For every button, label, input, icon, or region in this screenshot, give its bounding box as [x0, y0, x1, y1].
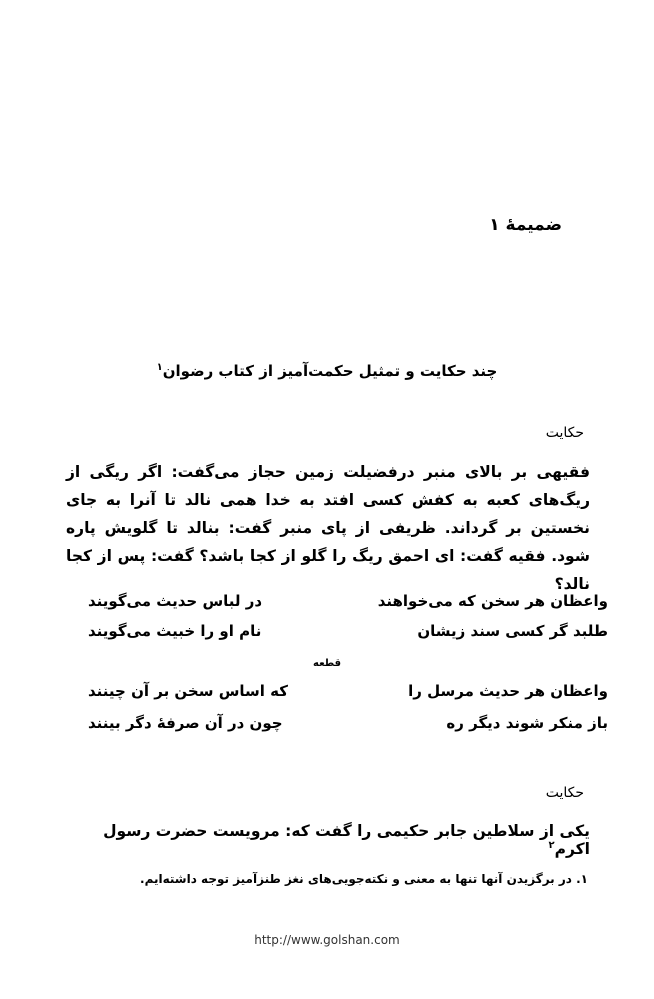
qita-verse-2-second-hemistich: چون در آن صرفهٔ دگر بینند: [88, 714, 283, 732]
qita-label: قطعه: [313, 658, 341, 669]
verse-1-second-hemistich: در لباس حدیث می‌گویند: [88, 592, 263, 610]
section-title-text: چند حکایت و تمثیل حکمت‌آمیز از کتاب رضوان: [162, 362, 498, 380]
qita-verse-2-first-hemistich: باز منکر شوند دیگر ره: [446, 714, 608, 732]
verse-2: [88, 622, 608, 652]
story1-heading: حکایت: [545, 425, 584, 441]
story2-text: [66, 822, 590, 858]
source-url: http://www.golshan.com: [254, 933, 400, 947]
story2-heading: حکایت: [545, 785, 584, 801]
footnote-ref-1: ۱: [156, 362, 163, 373]
footnote: ۱. در برگزیدن آنها تنها به معنی و نکته‌جویی‌های نغز طنزآمیز توجه داشته‌ایم.: [140, 872, 588, 886]
qita-verse-1-second-hemistich: که اساس سخن بر آن چینند: [88, 682, 288, 700]
verse-1-first-hemistich: واعظان هر سخن که می‌خواهند: [377, 592, 608, 610]
story1-text: فقیهی بر بالای منبر درفضیلت زمین حجاز می‌گفت: اگر ریگی از ریگ‌های کعبه به کفش کسی افتد به خدا همی نالد تا آنرا به جای نخستین بر گرداند. ظریفی از پای منبر گفت: بنالد تا گلویش پاره شود. فقیه گفت: ای احمق ریگ را گلو از کجا باشد؟ گفت: پس از کجا نالد؟: [66, 463, 590, 593]
qita-verse-1-first-hemistich: واعظان هر حدیث مرسل را: [408, 682, 608, 700]
footnote-ref-2: ۲: [548, 840, 555, 851]
verse-2-first-hemistich: طلبد گر کسی سند زیشان: [417, 622, 608, 640]
qita-verse-1: [88, 682, 608, 712]
story2-text-body: یکی از سلاطین جابر حکیمی را گفت که: مرویست حضرت رسول اکرم: [103, 822, 590, 859]
verse-1: [88, 592, 608, 622]
qita-verse-2: [88, 714, 608, 744]
appendix-title: ضمیمهٔ ۱: [489, 215, 562, 235]
verse-2-second-hemistich: نام او را خبیث می‌گویند: [88, 622, 262, 640]
section-title: [0, 362, 654, 380]
